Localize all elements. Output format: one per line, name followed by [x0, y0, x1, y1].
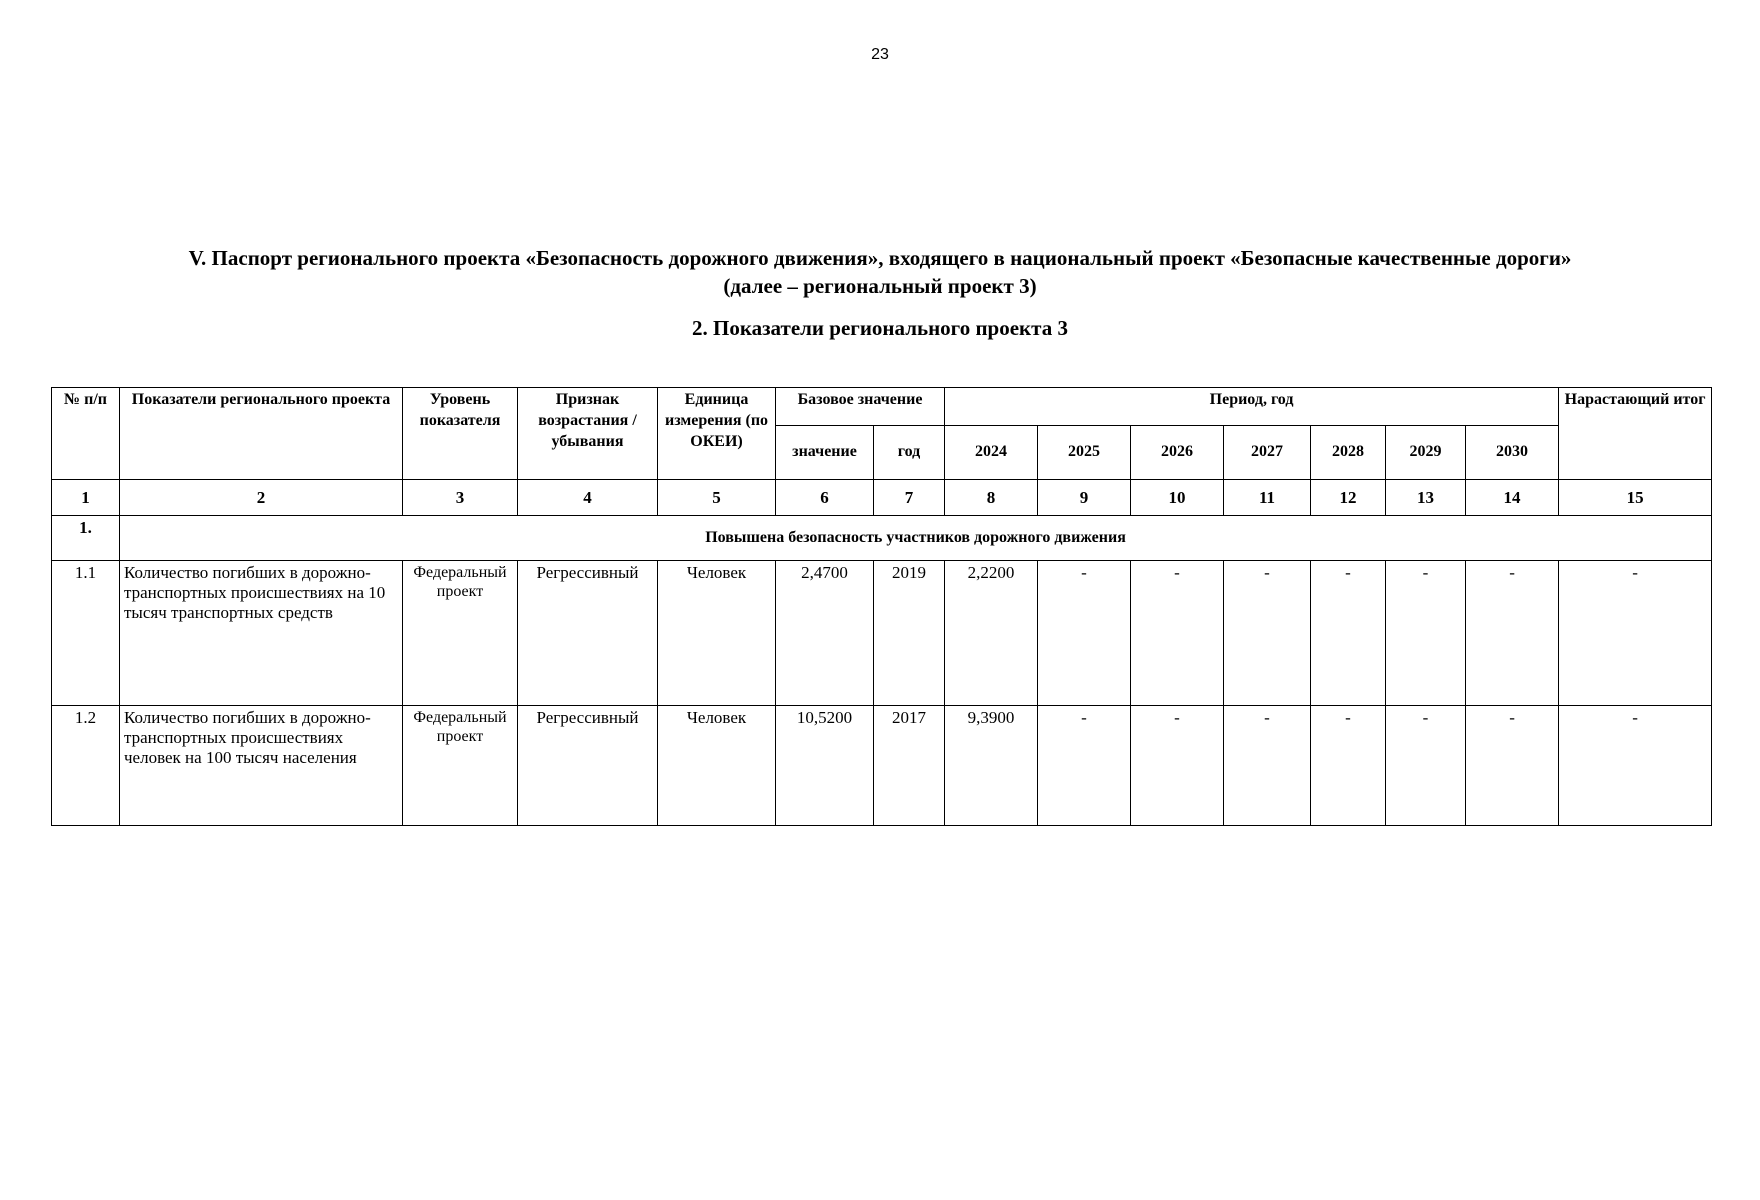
- row-base-year: 2019: [874, 561, 945, 706]
- page-number: 23: [871, 46, 889, 63]
- table-row: [52, 706, 1712, 826]
- column-number: 10: [1131, 480, 1224, 516]
- column-numbers-row: [52, 480, 1712, 516]
- row-base-year: 2017: [874, 706, 945, 826]
- row-value-2029: -: [1386, 561, 1466, 706]
- row-value-2025: -: [1038, 706, 1131, 826]
- header-row: [52, 388, 1712, 426]
- header-year-2029: 2029: [1386, 426, 1466, 480]
- header-base-year: год: [874, 426, 945, 480]
- document-title: V. Паспорт регионального проекта «Безопасность дорожного движения», входящего в национальный проект «Безопасные качественные дороги»: [188, 246, 1572, 270]
- row-level: Федеральный проект: [403, 561, 518, 706]
- column-number: 4: [518, 480, 658, 516]
- row-value-2027: -: [1224, 561, 1311, 706]
- row-indicator-name: Количество погибших в дорожно-транспортных происшествиях человек на 100 тысяч населения: [120, 706, 403, 826]
- row-base-value: 10,5200: [776, 706, 874, 826]
- row-value-2026: -: [1131, 706, 1224, 826]
- row-value-2029: -: [1386, 706, 1466, 826]
- row-unit: Человек: [658, 561, 776, 706]
- section-num: 1.: [52, 516, 120, 561]
- column-number: 1: [52, 480, 120, 516]
- row-value-2028: -: [1311, 561, 1386, 706]
- row-value-2025: -: [1038, 561, 1131, 706]
- header-year-2030: 2030: [1466, 426, 1559, 480]
- row-value-2028: -: [1311, 706, 1386, 826]
- column-number: 7: [874, 480, 945, 516]
- row-value-2024: 9,3900: [945, 706, 1038, 826]
- column-number: 5: [658, 480, 776, 516]
- header-period: Период, год: [945, 388, 1559, 426]
- row-trend: Регрессивный: [518, 706, 658, 826]
- column-number: 15: [1559, 480, 1712, 516]
- column-number: 12: [1311, 480, 1386, 516]
- column-number: 14: [1466, 480, 1559, 516]
- row-trend: Регрессивный: [518, 561, 658, 706]
- section-title: Повышена безопасность участников дорожного движения: [120, 516, 1712, 561]
- row-value-2026: -: [1131, 561, 1224, 706]
- header-year-2028: 2028: [1311, 426, 1386, 480]
- row-cumulative: -: [1559, 561, 1712, 706]
- row-value-2027: -: [1224, 706, 1311, 826]
- header-year-2025: 2025: [1038, 426, 1131, 480]
- header-indicator: Показатели регионального проекта: [120, 388, 403, 480]
- row-num: 1.2: [52, 706, 120, 826]
- table-row: [52, 561, 1712, 706]
- column-number: 9: [1038, 480, 1131, 516]
- header-level: Уровень показателя: [403, 388, 518, 480]
- column-number: 13: [1386, 480, 1466, 516]
- row-value-2030: -: [1466, 561, 1559, 706]
- column-number: 11: [1224, 480, 1311, 516]
- header-base: Базовое значение: [776, 388, 945, 426]
- indicators-table: [51, 387, 1712, 826]
- column-number: 2: [120, 480, 403, 516]
- document-title-continuation: (далее – региональный проект 3): [723, 274, 1037, 298]
- column-number: 8: [945, 480, 1038, 516]
- column-number: 3: [403, 480, 518, 516]
- header-year-2026: 2026: [1131, 426, 1224, 480]
- row-cumulative: -: [1559, 706, 1712, 826]
- section-subtitle: 2. Показатели регионального проекта 3: [692, 316, 1068, 340]
- row-indicator-name: Количество погибших в дорожно-транспортных происшествиях на 10 тысяч транспортных средств: [120, 561, 403, 706]
- header-num: № п/п: [52, 388, 120, 480]
- header-unit: Единица измерения (по ОКЕИ): [658, 388, 776, 480]
- row-value-2030: -: [1466, 706, 1559, 826]
- row-value-2024: 2,2200: [945, 561, 1038, 706]
- column-number: 6: [776, 480, 874, 516]
- header-base-value: значение: [776, 426, 874, 480]
- header-year-2027: 2027: [1224, 426, 1311, 480]
- row-level: Федеральный проект: [403, 706, 518, 826]
- header-trend: Признак возрастания / убывания: [518, 388, 658, 480]
- section-row: [52, 516, 1712, 561]
- row-base-value: 2,4700: [776, 561, 874, 706]
- row-num: 1.1: [52, 561, 120, 706]
- row-unit: Человек: [658, 706, 776, 826]
- header-year-2024: 2024: [945, 426, 1038, 480]
- header-cumulative: Нарастающий итог: [1559, 388, 1712, 480]
